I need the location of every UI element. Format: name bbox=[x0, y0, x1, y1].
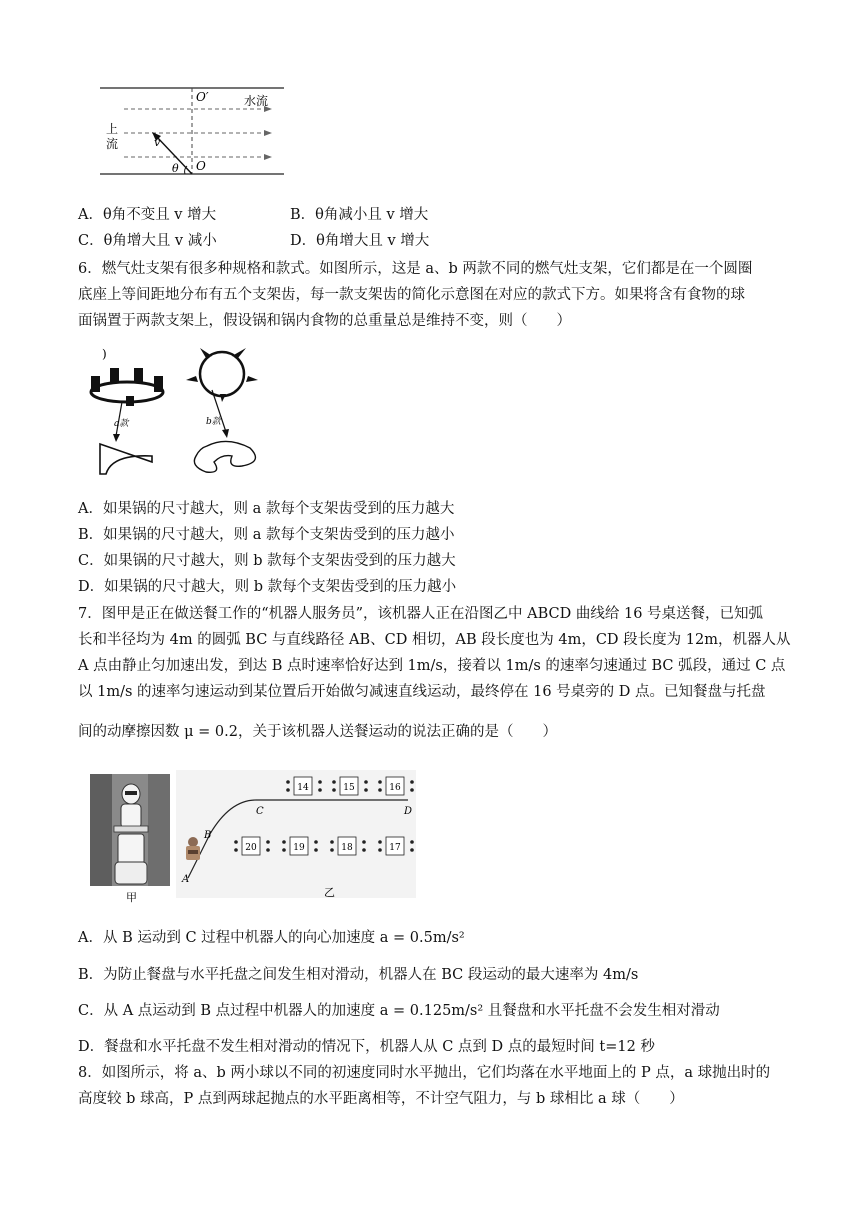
table-number: 14 bbox=[297, 783, 309, 793]
q6-option-a: A．如果锅的尺寸越大，则 a 款每个支架齿受到的压力越大 bbox=[78, 501, 455, 517]
point-a: A bbox=[182, 874, 190, 885]
label-v: v bbox=[154, 136, 161, 149]
delivery-path-figure bbox=[176, 770, 416, 906]
point-b: B bbox=[204, 830, 212, 841]
q8-stem-line1: 8．如图所示，将 a、b 两小球以不同的初速度同时水平抛出，它们均落在水平地面上的 P 点，a 球抛出时的 bbox=[78, 1065, 771, 1081]
q6-option-d: D．如果锅的尺寸越大，则 b 款每个支架齿受到的压力越小 bbox=[78, 579, 457, 595]
robot-photo-figure bbox=[90, 774, 170, 906]
label-upstream-1: 上 bbox=[106, 122, 119, 136]
table-number: 16 bbox=[389, 783, 401, 793]
q7-stem-line4: 以 1m/s 的速率匀速运动到某位置后开始做匀减速直线运动，最终停在 16 号桌旁的 D 点。已知餐盘与托盘 bbox=[78, 684, 766, 700]
point-c: C bbox=[256, 806, 264, 817]
table-number: 20 bbox=[245, 843, 257, 853]
label-o: O bbox=[196, 159, 206, 173]
label-theta: θ bbox=[172, 162, 179, 175]
label-jia: 甲 bbox=[126, 891, 137, 904]
label-a-type: a款 bbox=[114, 419, 129, 429]
stove-support-figure bbox=[82, 344, 282, 482]
q7-option-b: B．为防止餐盘与水平托盘之间发生相对滑动，机器人在 BC 段运动的最大速率为 4m/s bbox=[78, 967, 639, 983]
q7-option-c: C．从 A 点运动到 B 点过程中机器人的加速度 a = 0.125m/s² 且餐盘和水平托盘不会发生相对滑动 bbox=[78, 1003, 720, 1019]
q6-option-c: C．如果锅的尺寸越大，则 b 款每个支架齿受到的压力越大 bbox=[78, 553, 456, 569]
q7-stem-line5: 间的动摩擦因数 μ = 0.2，关于该机器人送餐运动的说法正确的是（ ） bbox=[78, 724, 557, 740]
table-number: 19 bbox=[293, 843, 305, 853]
label-o-prime: O′ bbox=[196, 90, 209, 104]
label-upstream-2: 流 bbox=[106, 137, 119, 151]
q6-stem-line2: 底座上等间距地分布有五个支架齿，每一款支架齿的简化示意图在对应的款式下方。如果将含有食物的球 bbox=[78, 287, 745, 303]
q6-stem-line3: 面锅置于两款支架上，假设锅和锅内食物的总重量总是维持不变，则（ ） bbox=[78, 313, 571, 329]
q7-stem-line2: 长和半径均为 4m 的圆弧 BC 与直线路径 AB、CD 相切，AB 段长度也为 4m，CD 段长度为 12m，机器人从 bbox=[78, 632, 791, 648]
q6-option-b: B．如果锅的尺寸越大，则 a 款每个支架齿受到的压力越小 bbox=[78, 527, 455, 543]
q7-option-a: A．从 B 运动到 C 过程中机器人的向心加速度 a = 0.5m/s² bbox=[78, 930, 465, 946]
q7-stem-line1: 7．图甲是正在做送餐工作的“机器人服务员”，该机器人正在沿图乙中 ABCD 曲线给 16 号桌送餐，已知弧 bbox=[78, 606, 764, 622]
q5-option-a: A．θ角不变且 v 增大 bbox=[78, 207, 217, 223]
q5-option-c: C．θ角增大且 v 减小 bbox=[78, 233, 217, 249]
fig-paren: ) bbox=[102, 347, 107, 361]
q7-stem-line3: A 点由静止匀加速出发，到达 B 点时速率恰好达到 1m/s，接着以 1m/s 的速率匀速通过 BC 弧段，通过 C 点 bbox=[78, 658, 786, 674]
river-crossing-figure bbox=[92, 82, 292, 182]
q6-stem-line1: 6．燃气灶支架有很多种规格和款式。如图所示，这是 a、b 两款不同的燃气灶支架，它们都是在一个圆圈 bbox=[78, 261, 753, 277]
table-number: 18 bbox=[341, 843, 353, 853]
label-b-type: b款 bbox=[206, 417, 221, 427]
table-number: 17 bbox=[389, 843, 401, 853]
q5-option-d: D．θ角增大且 v 增大 bbox=[290, 233, 430, 249]
point-d: D bbox=[404, 806, 413, 817]
table-number: 15 bbox=[343, 783, 355, 793]
q5-option-b: B．θ角减小且 v 增大 bbox=[290, 207, 429, 223]
q7-option-d: D．餐盘和水平托盘不发生相对滑动的情况下，机器人从 C 点到 D 点的最短时间 t=12 秒 bbox=[78, 1039, 655, 1055]
label-flow: 水流 bbox=[244, 94, 269, 108]
label-yi: 乙 bbox=[324, 886, 335, 899]
q8-stem-line2: 高度较 b 球高，P 点到两球起抛点的水平距离相等，不计空气阻力，与 b 球相比 a 球（ ） bbox=[78, 1091, 684, 1107]
